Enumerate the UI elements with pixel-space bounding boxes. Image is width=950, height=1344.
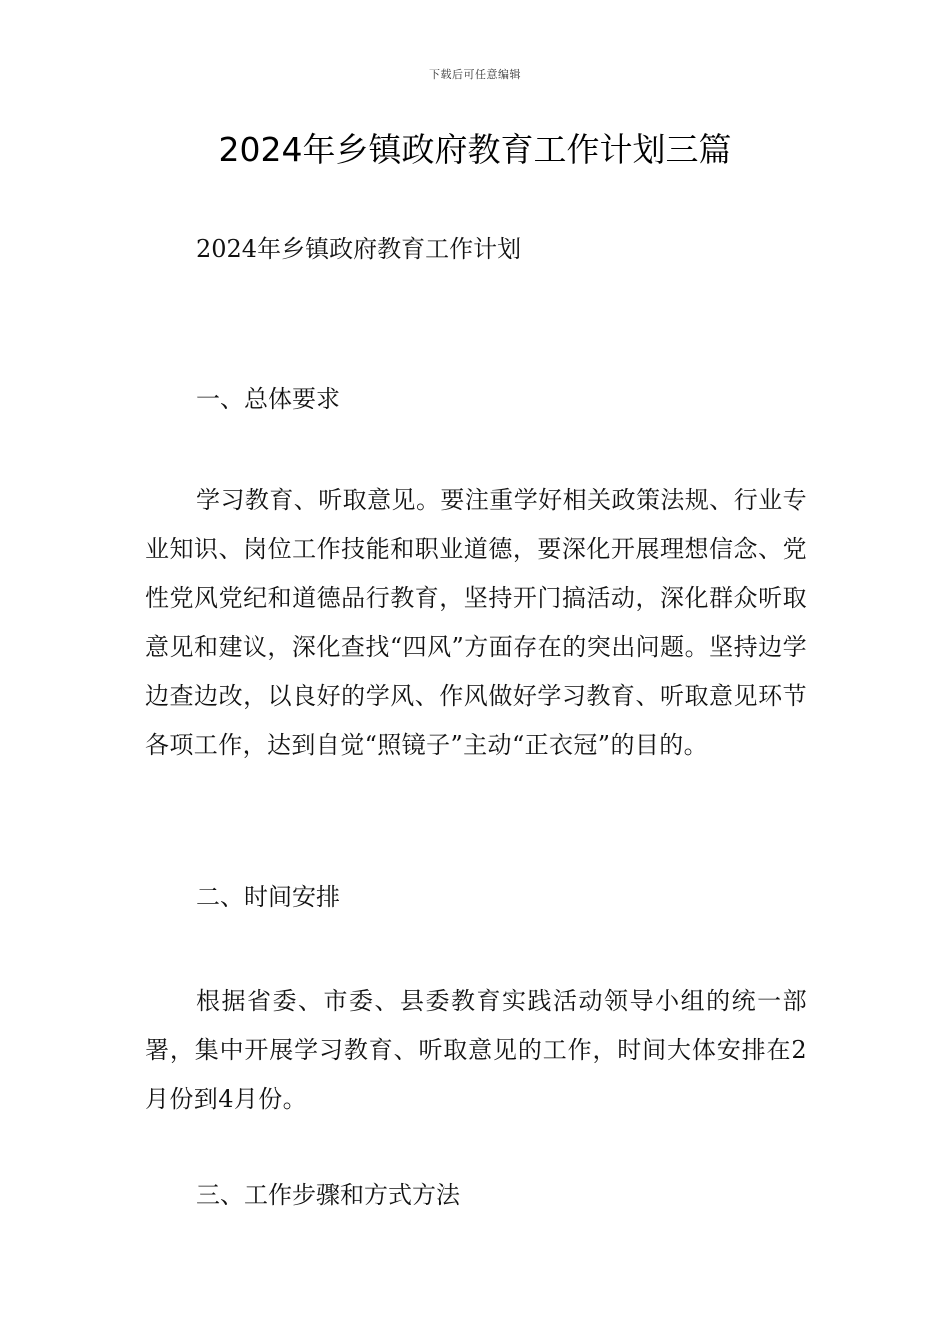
section-paragraph-1: 学习教育、听取意见。要注重学好相关政策法规、行业专业知识、岗位工作技能和职业道德，要深化开展理想信念、党性党风党纪和道德品行教育，坚持开门搞活动，深化群众听取意见和建议，深化查找“四风”方面存在的突出问题。坚持边学边查边改，以良好的学风、作风做好学习教育、听取意见环节各项工作，达到自觉“照镜子”主动“正衣冠”的目的。 (145, 486, 807, 759)
section-heading-3: 三、工作步骤和方式方法 (196, 1181, 460, 1209)
header-note: 下载后可任意编辑 (429, 68, 521, 81)
section-paragraph-2: 根据省委、市委、县委教育实践活动领导小组的统一部署，集中开展学习教育、听取意见的工作，时间大体安排在2月份到4月份。 (145, 987, 807, 1113)
section-heading-2: 二、时间安排 (196, 883, 340, 911)
document-title: 2024年乡镇政府教育工作计划三篇 (218, 130, 732, 169)
document-subtitle: 2024年乡镇政府教育工作计划 (196, 235, 522, 263)
section-heading-1: 一、总体要求 (196, 385, 340, 413)
